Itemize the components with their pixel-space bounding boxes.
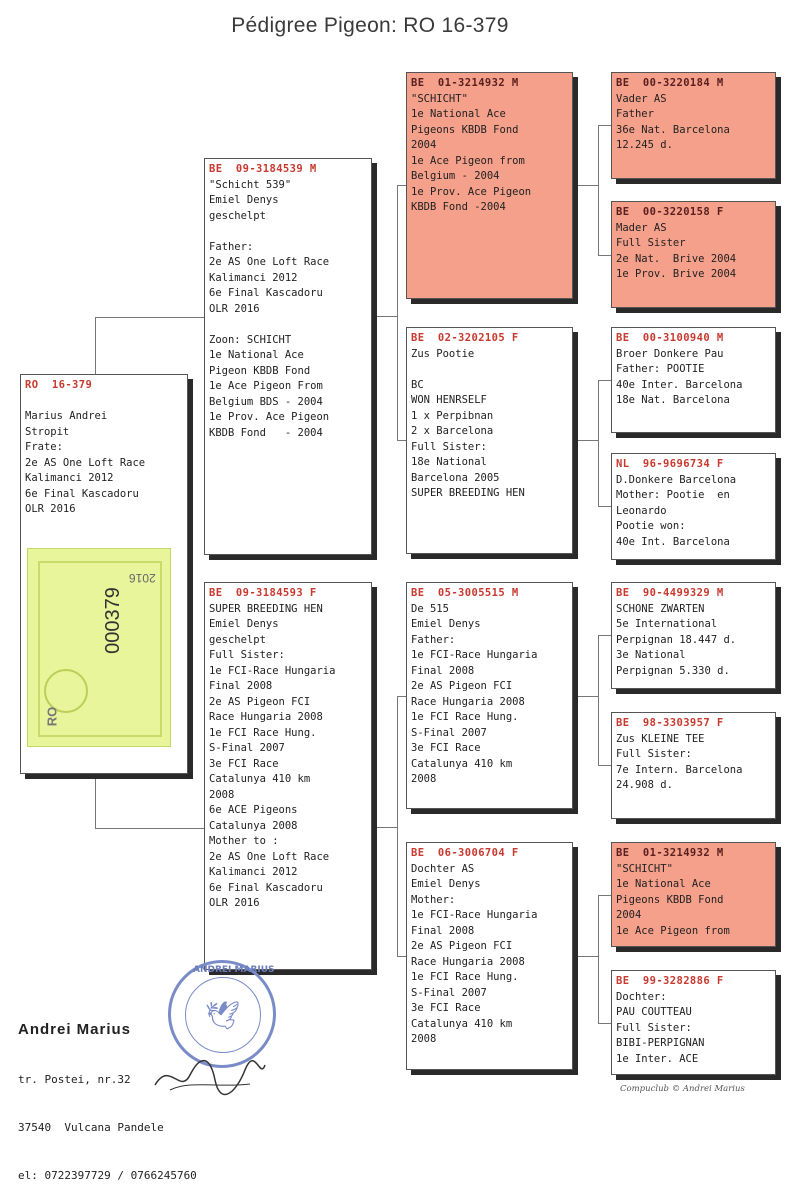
pigeon-info-line: Zus Pootie — [411, 347, 475, 360]
pigeon-info-line: Kalimanci 2012 — [209, 271, 298, 284]
pigeon-info-line: 40e Int. Barcelona — [616, 535, 730, 548]
pigeon-info-line: KBDB Fond -2004 — [411, 201, 506, 213]
pigeon-card-sdd — [611, 453, 776, 560]
pigeon-info-line: 2e Nat. Brive 2004 — [616, 252, 737, 265]
pigeon-info-line: Zoon: SCHICHT — [209, 333, 292, 346]
pigeon-info-line: 1e Prov. Ace Pigeon — [209, 411, 330, 423]
pigeon-info-line: 12.245 d. — [616, 139, 673, 151]
pigeon-info-line: BC — [411, 378, 424, 391]
pigeon-info-line: 1e FCI-Race Hungaria — [411, 909, 538, 921]
pigeon-info-line: 18e Nat. Barcelona — [616, 394, 730, 406]
pigeon-card-dds — [611, 842, 776, 947]
pigeon-info-line: 5e International — [616, 618, 718, 630]
pigeon-info-line: "Schicht 539" — [209, 178, 292, 191]
pigeon-ring-id: RO 16-379 — [25, 379, 93, 391]
connector — [573, 185, 598, 186]
pigeon-info-line: Mother: Pootie en — [616, 489, 730, 501]
pigeon-info-line: Kalimanci 2012 — [25, 472, 114, 484]
pigeon-info-line: 6e Final Kascadoru — [209, 287, 323, 299]
pigeon-info-line: 2e AS One Loft Race — [25, 456, 146, 469]
pigeon-info-line: Belgium BDS - 2004 — [209, 395, 323, 408]
pigeon-info-line: S-Final 2007 — [411, 726, 487, 739]
stamp-text: ANDREI MARIUS — [193, 965, 275, 975]
ring-year: 2016 — [129, 571, 156, 585]
pigeon-ring-id: BE 01-3214932 M — [616, 847, 724, 859]
pigeon-info-line: 6e ACE Pigeons — [209, 804, 298, 816]
pigeon-info-line: Emiel Denys — [209, 618, 279, 630]
pigeon-info-line: Full Sister — [616, 237, 686, 249]
pigeon-card-dss — [611, 582, 776, 689]
pigeon-info-line: Catalunya 2008 — [209, 819, 298, 832]
pigeon-info-line: BIBI-PERPIGNAN — [616, 1037, 705, 1049]
pigeon-info-line: Full Sister: — [616, 1021, 692, 1034]
connector — [598, 125, 599, 255]
pigeon-info-line: 2 x Barcelona — [411, 425, 494, 437]
pigeon-info-line: Frate: — [25, 441, 63, 453]
pigeon-card-ssd — [611, 201, 776, 308]
connector — [372, 827, 397, 828]
pigeon-card-dam-sire — [406, 582, 573, 809]
pigeon-info-line: 6e Final Kascadoru — [25, 487, 139, 500]
pigeon-card-dam — [204, 582, 372, 970]
pigeon-info-line: 2008 — [411, 1033, 437, 1045]
pigeon-card-dam-dam — [406, 842, 573, 1070]
pigeon-info-line: Leonardo — [616, 504, 667, 517]
pigeon-info-line: 18e National — [411, 456, 487, 468]
pigeon-info-line: 1e FCI-Race Hungaria — [411, 649, 538, 661]
connector — [598, 380, 599, 506]
pigeon-info-line: 2e AS Pigeon FCI — [209, 695, 311, 708]
pigeon-info-line: 2e AS One Loft Race — [209, 256, 330, 268]
pigeon-info-line: Father: — [209, 240, 254, 253]
pigeon-info-line — [209, 224, 367, 240]
pigeon-info-line: 2e AS One Loft Race — [209, 850, 330, 863]
pigeon-info-line: "SCHICHT" — [616, 862, 673, 875]
pigeon-info-line: 1e Inter. ACE — [616, 1052, 699, 1065]
pigeon-ring-id: BE 05-3005515 M — [411, 587, 519, 599]
pigeon-info-line: S-Final 2007 — [209, 742, 285, 754]
pigeon-info-line: 1e FCI-Race Hungaria — [209, 664, 336, 677]
pigeon-info-line: Father: — [411, 633, 456, 646]
pigeon-info-line: Mother to : — [209, 835, 279, 847]
pigeon-info-line: Vader AS — [616, 92, 667, 105]
pigeon-info-line — [25, 394, 183, 410]
pigeon-info-line: Final 2008 — [209, 680, 273, 692]
pigeon-ring-id: BE 00-3220158 F — [616, 206, 724, 218]
pigeon-info-line: Belgium - 2004 — [411, 170, 500, 182]
pigeon-info-line: 2e AS Pigeon FCI — [411, 680, 513, 692]
pigeon-card-sire-sire — [406, 72, 573, 299]
pigeon-info-line: Perpignan 5.330 d. — [616, 664, 730, 677]
pigeon-info-line: Zus KLEINE TEE — [616, 732, 705, 745]
pigeon-card-dsd — [611, 712, 776, 819]
pigeon-info-line: 2004 — [616, 909, 642, 921]
connector — [573, 440, 598, 441]
pigeon-info-line: 3e FCI Race — [411, 1002, 481, 1014]
pigeon-info-line: 2008 — [209, 788, 235, 801]
connector — [95, 317, 96, 375]
pigeon-info-line: 2004 — [411, 139, 437, 151]
pigeon-info-line: Emiel Denys — [209, 194, 279, 206]
pigeon-info-line: Barcelona 2005 — [411, 471, 500, 484]
pigeon-card-sss — [611, 72, 776, 179]
pigeon-info-line: SCHONE ZWARTEN — [616, 602, 705, 615]
pigeon-info-line: PAU COUTTEAU — [616, 1006, 692, 1018]
pigeon-ring-id: BE 09-3184593 F — [209, 587, 317, 599]
pigeon-info-line: OLR 2016 — [209, 302, 260, 315]
pigeon-info-line: geschelpt — [209, 633, 266, 646]
pigeon-info-line: Full Sister: — [411, 440, 487, 453]
pigeon-info-line: Pigeons KBDB Fond — [411, 123, 519, 136]
signature — [150, 1050, 270, 1100]
pigeon-card-sire-dam — [406, 327, 573, 554]
pigeon-info-line: Catalunya 410 km — [411, 1017, 513, 1030]
pigeon-info-line: Race Hungaria 2008 — [209, 711, 323, 723]
pigeon-info-line: OLR 2016 — [25, 503, 76, 515]
pigeon-info-line: Emiel Denys — [411, 878, 481, 890]
pigeon-ring-id: BE 02-3202105 F — [411, 332, 519, 344]
pigeon-info-line: Father: POOTIE — [616, 363, 705, 375]
pigeon-info-line: 40e Inter. Barcelona — [616, 378, 743, 391]
pigeon-card-sds — [611, 327, 776, 433]
pigeon-info-line: 1e Ace Pigeon from — [616, 924, 730, 937]
pigeon-info-line: Catalunya 410 km — [209, 773, 311, 785]
pigeon-info-line: SUPER BREEDING HEN — [209, 602, 323, 615]
pigeon-info-line: 1 x Perpibnan — [411, 409, 494, 422]
pigeon-info-line: Pootie won: — [616, 520, 686, 532]
connector — [95, 828, 205, 829]
pigeon-info-line: 1e National Ace — [411, 108, 506, 120]
connector — [397, 185, 398, 440]
page-title: Pédigree Pigeon: RO 16-379 — [231, 14, 509, 37]
pigeon-info-line: 3e National — [616, 649, 686, 661]
pigeon-info-line: Kalimanci 2012 — [209, 866, 298, 878]
pigeon-info-line: D.Donkere Barcelona — [616, 473, 737, 486]
pigeon-info-line: 1e Ace Pigeon from — [411, 154, 525, 167]
pigeon-info-line: Race Hungaria 2008 — [411, 695, 525, 708]
pigeon-card-sire — [204, 158, 372, 555]
pigeon-info-line: 1e Prov. Ace Pigeon — [411, 185, 532, 198]
pigeon-info-line: Mother: — [411, 893, 456, 906]
pigeon-info-line: 2008 — [411, 773, 437, 785]
pigeon-info-line: 7e Intern. Barcelona — [616, 763, 743, 776]
pigeon-info-line: Marius Andrei — [25, 410, 108, 422]
pigeon-info-line: Final 2008 — [411, 924, 475, 937]
credit-text: Compuclub © Andrei Marius — [620, 1084, 745, 1094]
address-line: el: 0722397729 / 0766245760 — [18, 1169, 197, 1182]
connector — [95, 774, 96, 828]
pigeon-info-line: Mader AS — [616, 221, 667, 234]
ring-country: RO — [44, 706, 60, 727]
pigeon-info-line: 3e FCI Race — [209, 757, 279, 770]
ring-card-image — [27, 548, 171, 747]
pigeon-info-line: Emiel Denys — [411, 618, 481, 630]
pigeon-info-line: Perpignan 18.447 d. — [616, 633, 737, 646]
pigeon-info-line — [209, 317, 367, 333]
pigeon-info-line: 2e AS Pigeon FCI — [411, 940, 513, 952]
pigeon-info-line: 1e FCI Race Hung. — [411, 971, 519, 983]
pigeon-info-line: 1e National Ace — [616, 878, 711, 890]
pigeon-ring-id: BE 99-3282886 F — [616, 975, 724, 987]
pigeon-info-line: Father — [616, 108, 654, 120]
ring-number: 000379 — [101, 587, 124, 654]
breeder-name: Andrei Marius — [18, 1021, 132, 1038]
pigeon-ring-id: NL 96-9696734 F — [616, 458, 724, 470]
pigeon-info-line: Dochter: — [616, 990, 667, 1003]
pigeon-info-line: geschelpt — [209, 209, 266, 222]
connector — [95, 317, 205, 318]
pigeon-info-line: SUPER BREEDING HEN — [411, 487, 525, 499]
pigeon-info-line: 36e Nat. Barcelona — [616, 123, 730, 136]
pigeon-ring-id: BE 00-3100940 M — [616, 332, 724, 344]
pigeon-ring-id: BE 01-3214932 M — [411, 77, 519, 89]
pigeon-info-line: KBDB Fond - 2004 — [209, 426, 323, 439]
connector — [573, 956, 598, 957]
pigeon-info-line: 1e National Ace — [209, 349, 304, 361]
pigeon-info-line: 24.908 d. — [616, 779, 673, 791]
pigeon-ring-id: BE 90-4499329 M — [616, 587, 724, 599]
pigeon-info-line: 1e FCI Race Hung. — [411, 711, 519, 723]
pigeon-info-line: 6e Final Kascadoru — [209, 881, 323, 894]
pigeon-ring-id: BE 98-3303957 F — [616, 717, 724, 729]
pigeon-info-line: 1e Ace Pigeon From — [209, 380, 323, 392]
pigeon-info-line: Catalunya 410 km — [411, 757, 513, 770]
pigeon-info-line: Pigeon KBDB Fond — [209, 364, 311, 377]
pigeon-info-line: "SCHICHT" — [411, 92, 468, 105]
pigeon-info-line: OLR 2016 — [209, 897, 260, 909]
pigeon-info-line: Broer Donkere Pau — [616, 347, 724, 360]
pigeon-info-line: Dochter AS — [411, 862, 475, 875]
connector — [598, 635, 599, 765]
pigeon-info-line: Full Sister: — [616, 748, 692, 760]
pigeon-info-line: Full Sister: — [209, 649, 285, 661]
pigeon-info-line: 3e FCI Race — [411, 742, 481, 754]
connector — [573, 696, 598, 697]
pigeon-info-line: 1e Prov. Brive 2004 — [616, 268, 737, 280]
pigeon-info-line: Pigeons KBDB Fond — [616, 893, 724, 906]
dove-icon: 🕊 — [205, 999, 241, 1032]
pigeon-info-line: 1e FCI Race Hung. — [209, 726, 317, 739]
address-line: 37540 Vulcana Pandele — [18, 1121, 164, 1134]
pigeon-ring-id: BE 09-3184539 M — [209, 163, 317, 175]
connector — [598, 895, 599, 1023]
pigeon-card-ddd — [611, 970, 776, 1075]
pigeon-ring-id: BE 00-3220184 M — [616, 77, 724, 89]
pigeon-info-line: S-Final 2007 — [411, 986, 487, 999]
pigeon-info-line: WON HENRSELF — [411, 394, 487, 406]
pigeon-info-line: De 515 — [411, 602, 449, 615]
pigeon-info-line: Stropit — [25, 425, 70, 438]
address-line: tr. Postei, nr.32 — [18, 1073, 131, 1086]
pigeon-info-line: Race Hungaria 2008 — [411, 955, 525, 968]
connector — [372, 316, 397, 317]
pigeon-info-line: Final 2008 — [411, 664, 475, 677]
pigeon-ring-id: BE 06-3006704 F — [411, 847, 519, 859]
connector — [397, 696, 398, 956]
pigeon-info-line — [411, 362, 568, 378]
